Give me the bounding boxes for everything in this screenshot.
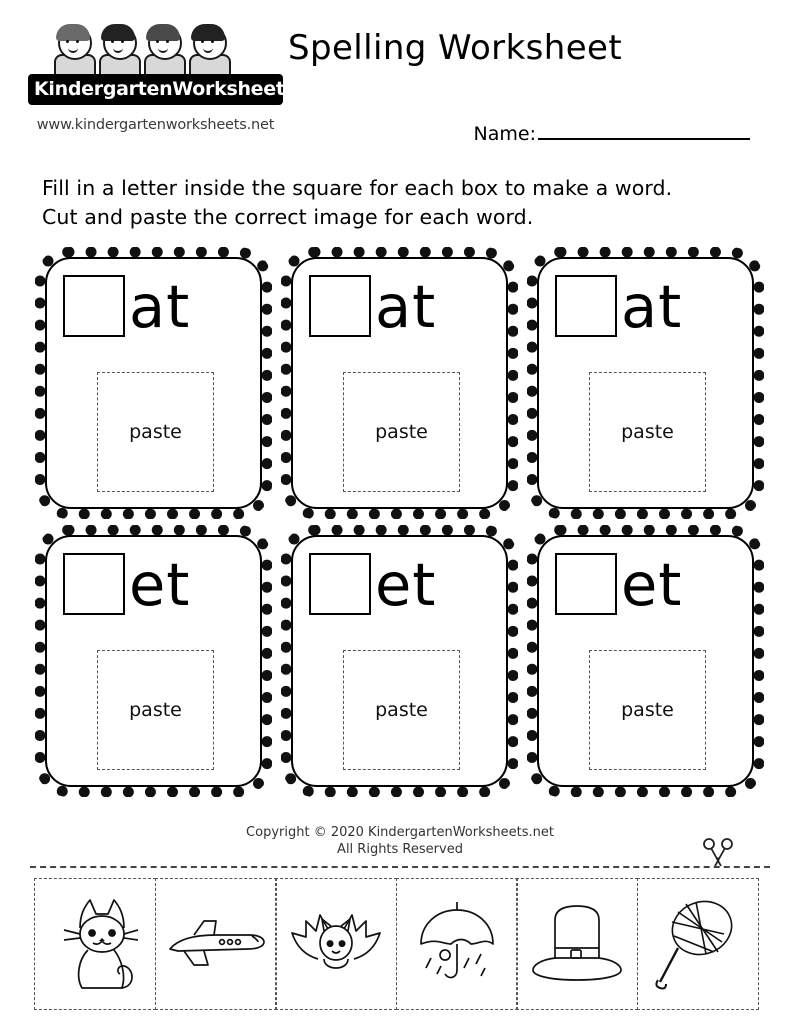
paste-label: paste (621, 699, 674, 721)
word-card (281, 525, 518, 797)
kid-figure-3 (141, 24, 185, 74)
clipart-cell[interactable] (34, 878, 156, 1010)
paste-area[interactable] (589, 372, 706, 492)
net-icon (652, 896, 744, 992)
paste-label: paste (129, 421, 182, 443)
word-card (281, 247, 518, 519)
instruction-line-2: Cut and paste the correct image for each word. (42, 205, 534, 229)
paste-area[interactable] (343, 650, 460, 770)
site-logo (28, 22, 338, 133)
word-ending: et (621, 549, 683, 619)
word-card-grid (35, 247, 765, 797)
paste-label: paste (621, 421, 674, 443)
letter-input-box[interactable] (555, 553, 617, 615)
word-ending: et (129, 549, 191, 619)
site-url: www.kindergartenworksheets.net (36, 117, 275, 133)
footer-copyright (0, 824, 800, 858)
word-row (309, 549, 437, 619)
word-ending: at (375, 271, 437, 341)
hat-icon (529, 900, 625, 988)
scissors-icon (698, 838, 738, 872)
letter-input-box[interactable] (309, 553, 371, 615)
clipart-cell[interactable] (396, 878, 518, 1010)
kids-illustration (51, 22, 261, 74)
name-input-line[interactable] (538, 120, 750, 140)
word-card (527, 525, 764, 797)
word-card (527, 247, 764, 519)
word-row (63, 549, 191, 619)
clipart-cell[interactable] (516, 878, 638, 1010)
paste-area[interactable] (589, 650, 706, 770)
paste-area[interactable] (97, 650, 214, 770)
word-row (309, 271, 437, 341)
cut-out-images-strip (34, 878, 766, 1010)
page-title: Spelling Worksheet (288, 28, 623, 68)
paste-label: paste (375, 699, 428, 721)
word-row (63, 271, 191, 341)
copyright-text: Copyright © 2020 KindergartenWorksheets.net (246, 825, 554, 840)
kid-figure-4 (186, 24, 230, 74)
letter-input-box[interactable] (63, 275, 125, 337)
word-ending: at (621, 271, 683, 341)
word-card (35, 247, 272, 519)
jet-icon (164, 909, 268, 979)
bat-icon (284, 907, 388, 981)
rights-text: All Rights Reserved (337, 842, 463, 857)
clipart-cell[interactable] (637, 878, 759, 1010)
instruction-line-1: Fill in a letter inside the square for each box to make a word. (42, 176, 673, 200)
logo-wordmark: KindergartenWorksheets.net (28, 74, 283, 105)
name-label: Name: (473, 123, 536, 145)
kid-figure-2 (96, 24, 140, 74)
cat-icon (52, 894, 138, 994)
page-header (0, 0, 800, 160)
word-row (555, 271, 683, 341)
clipart-cell[interactable] (275, 878, 397, 1010)
paste-label: paste (375, 421, 428, 443)
clipart-cell[interactable] (155, 878, 277, 1010)
letter-input-box[interactable] (63, 553, 125, 615)
instructions (42, 174, 742, 232)
name-field-row (474, 120, 750, 145)
word-ending: at (129, 271, 191, 341)
word-ending: et (375, 549, 437, 619)
wet-umbrella-icon (411, 896, 503, 992)
paste-area[interactable] (343, 372, 460, 492)
letter-input-box[interactable] (555, 275, 617, 337)
word-row (555, 549, 683, 619)
paste-area[interactable] (97, 372, 214, 492)
cut-line (30, 866, 770, 868)
letter-input-box[interactable] (309, 275, 371, 337)
paste-label: paste (129, 699, 182, 721)
kid-figure-1 (51, 24, 95, 74)
word-card (35, 525, 272, 797)
